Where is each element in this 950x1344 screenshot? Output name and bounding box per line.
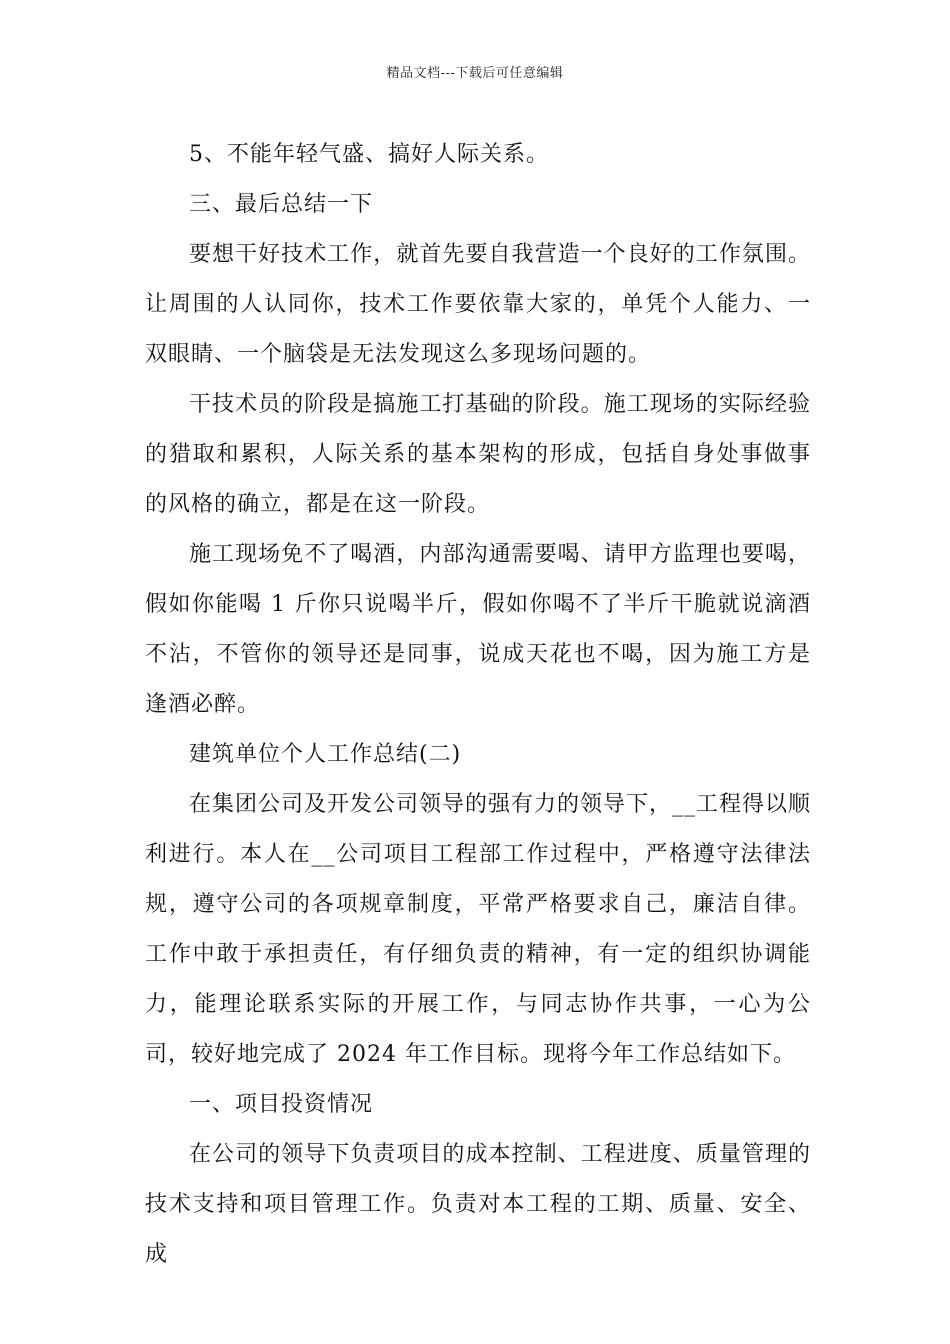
page-header: 精品文档---下载后可任意编辑: [386, 66, 564, 81]
paragraph-technician-stage: 干技术员的阶段是搞施工打基础的阶段。施工现场的实际经验的猎取和累积，人际关系的基本架构的形成，包括自身处事做事的风格的确立，都是在这一阶段。: [145, 392, 811, 517]
document-body: [145, 130, 811, 1280]
paragraph-drinking: 施工现场免不了喝酒，内部沟通需要喝、请甲方监理也要喝，假如你能喝 1 斤你只说喝半斤，假如你喝不了半斤干脆就说滴酒不沾，不管你的领导还是同事，说成天花也不喝，因为施工方是逢酒必醉。: [145, 542, 811, 717]
paragraph-responsibilities: 在公司的领导下负责项目的成本控制、工程进度、质量管理的技术支持和项目管理工作。负责对本工程的工期、质量、安全、成: [145, 1142, 811, 1267]
paragraph-work-atmosphere: 要想干好技术工作，就首先要自我营造一个良好的工作氛围。让周围的人认同你，技术工作要依靠大家的，单凭个人能力、一双眼睛、一个脑袋是无法发现这么多现场问题的。: [145, 242, 811, 367]
paragraph-introduction: 在集团公司及开发公司领导的强有力的领导下，__工程得以顺利进行。本人在__公司项目工程部工作过程中，严格遵守法律法规，遵守公司的各项规章制度，平常严格要求自己，廉洁自律。工作中敢于承担责任，有仔细负责的精神，有一定的组织协调能力，能理论联系实际的开展工作，与同志协作共事，一心为公司，较好地完成了 2024 年工作目标。现将今年工作总结如下。: [145, 792, 812, 1067]
section-heading-summary: 三、最后总结一下: [189, 192, 374, 217]
article-title-two: 建筑单位个人工作总结(二): [189, 742, 462, 767]
list-item-interpersonal: 5、不能年轻气盛、搞好人际关系。: [189, 142, 549, 167]
section-heading-investment: 一、项目投资情况: [189, 1092, 374, 1117]
